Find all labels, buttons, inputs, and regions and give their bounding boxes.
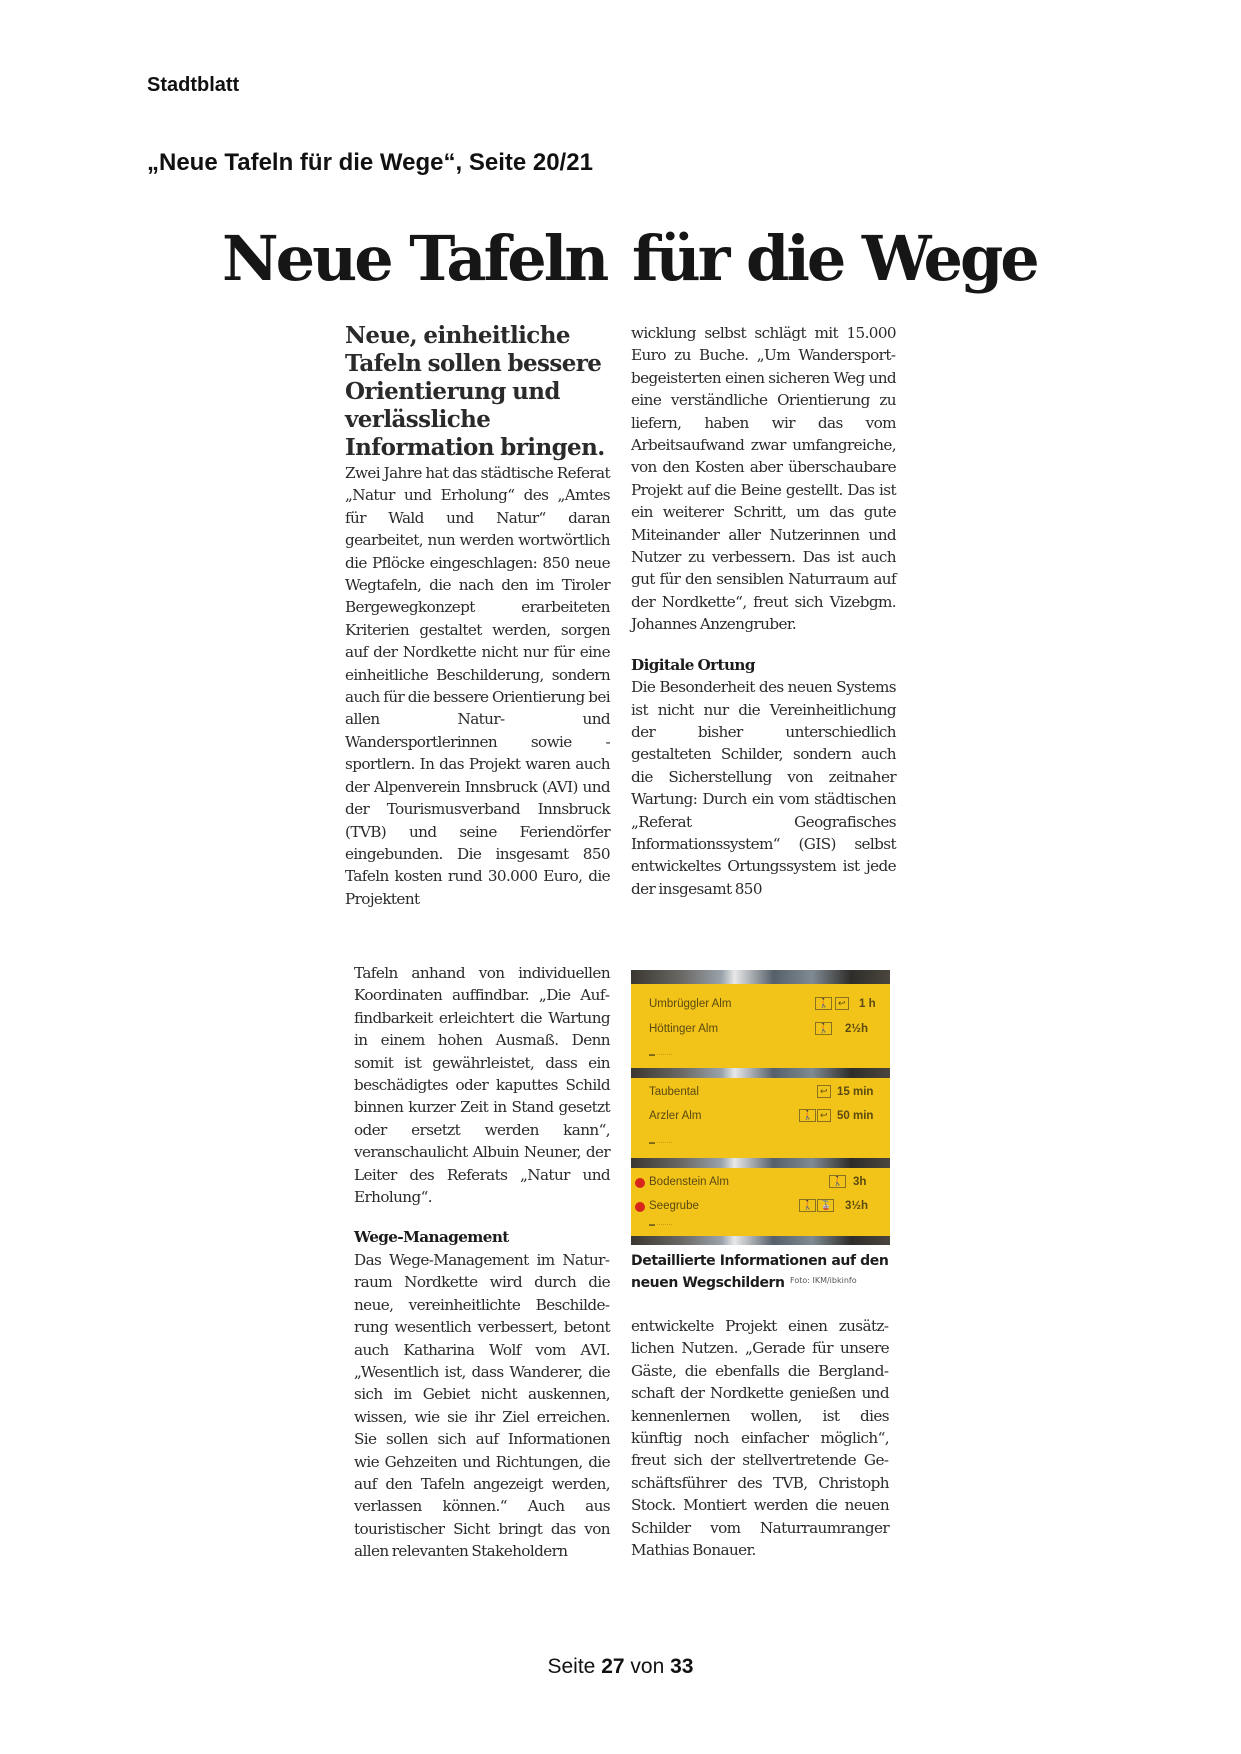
sign-destination: Arzler Alm <box>649 1110 702 1122</box>
red-dot-marker <box>635 1202 645 1212</box>
article-reference: „Neue Tafeln für die Wege“, Seite 20/21 <box>147 149 593 176</box>
photo-credit: Foto: IKM/ibkinfo <box>790 1276 857 1285</box>
article-column-2 <box>631 322 896 900</box>
photo-background-strip <box>631 970 890 984</box>
photo-background-strip <box>631 1068 890 1078</box>
article-column-3 <box>354 962 610 1563</box>
body-text: Tafeln anhand von individuellen Koordinaten auffindbar. „Die Auffindbarkeit erleichtert die Wartung in einem hohen Ausmaß. Denn somit ist gewährleistet, dass ein beschädigtes oder kaputtes Schild binnen kurzer Zeit in Stand gesetzt oder ersetzt werden kann“, veranschaulicht Albuin Neuner, der Leiter des Referats „Natur und Erholung“. <box>354 964 610 1207</box>
hiker-icon: 🚶 <box>815 1022 832 1035</box>
current-page-number: 27 <box>601 1655 625 1678</box>
hiker-icon: 🚶 <box>815 997 832 1010</box>
sign-time: 50 min <box>837 1110 874 1122</box>
sign-destination: Taubental <box>649 1086 699 1098</box>
cable-car-icon: 🚡 <box>817 1199 834 1212</box>
signpost-photo <box>631 970 890 1245</box>
footer-prefix: Seite <box>547 1655 596 1678</box>
headline-part-1: Neue Tafeln <box>222 222 607 295</box>
sign-destination: Umbrüggler Alm <box>649 998 732 1010</box>
photo-caption: Detaillierte Informationen auf den neuen Wegschildern <box>631 1253 889 1291</box>
sign-destination: Höttinger Alm <box>649 1023 719 1035</box>
sign-time: 2½h <box>845 1023 869 1035</box>
hiker-icon: 🚶 <box>829 1175 846 1188</box>
subheading-digitale-ortung: Digitale Ortung <box>631 655 755 674</box>
sign-web-mark: ▬ ········ <box>649 1140 673 1146</box>
hiker-icon: 🚶 <box>799 1109 816 1122</box>
sign-time: 15 min <box>837 1086 874 1098</box>
sign-time: 1 h <box>859 998 876 1010</box>
body-text: entwickelte Projekt einen zusätzlichen Nutzen. „Gerade für unsere Gäste, die ebenfalls die Berglandschaft der Nordkette genießen und kennenlernen wollen, ist dies künftig noch einfacher möglich“, freut sich der stellvertretende Geschäftsführer des TVB, Christoph Stock. Montiert werden die neuen Schilder vom Naturraumranger Mathias Bonauer. <box>631 1317 889 1560</box>
photo-background-strip <box>631 1158 890 1168</box>
total-page-count: 33 <box>670 1655 694 1678</box>
trail-sign <box>631 1168 890 1236</box>
publication-source: Stadtblatt <box>147 74 240 96</box>
body-text: Zwei Jahre hat das städtische Referat „Natur und Erholung“ des „Amtes für Wald und Natur“ daran gearbeitet, nun werden wortwörtlich die Pflöcke eingeschlagen: 850 neue Wegtafeln, die nach den im Tiroler Bergewegkonzept erarbeiteten Kriterien gestaltet werden, sorgen auf der Nordkette nicht nur für eine einheitliche Beschilderung, sondern auch für die bessere Orientierung bei allen Natur- und Wandersportlerinnen sowie -sportlern. In das Projekt waren auch der Alpenverein Innsbruck (AVI) und der Tourismusverband Innsbruck (TVB) und seine Feriendörfer eingebunden. Die insgesamt 850 Tafeln kosten rund 30.000 Euro, die Projektent <box>345 464 610 908</box>
article-column-4 <box>631 1315 889 1561</box>
red-dot-marker <box>635 1178 645 1188</box>
trail-sign <box>631 984 890 1068</box>
return-icon: ↩ <box>835 997 849 1010</box>
body-text: wicklung selbst schlägt mit 15.000 Euro zu Buche. „Um Wandersportbegeisterten einen sicheren Weg und eine verständliche Orientierung zu liefern, haben wir das vom Arbeitsaufwand zwar umfangreiche, von den Kosten aber überschaubare Projekt auf die Beine gestellt. Das ist ein weiterer Schritt, um das gute Miteinander aller Nutzerinnen und Nutzer zu verbessern. Das ist auch gut für den sensiblen Naturraum auf der Nordkette“, freut sich Vizebgm. Johannes Anzengruber. <box>631 324 896 634</box>
article-lead: Neue, einheitliche Tafeln sollen bessere Orientierung und verlässliche Information bringen. <box>345 322 605 461</box>
article-headline <box>222 222 1037 302</box>
footer-middle: von <box>630 1655 665 1678</box>
return-icon: ↩ <box>817 1085 831 1098</box>
headline-part-2: für die Wege <box>632 222 1037 295</box>
sign-web-mark: ▬ ········ <box>649 1052 673 1058</box>
sign-destination: Bodenstein Alm <box>649 1176 729 1188</box>
photo-background-strip <box>631 1236 890 1245</box>
subheading-wege-management: Wege-Management <box>354 1228 509 1247</box>
sign-destination: Seegrube <box>649 1200 699 1212</box>
body-text: Die Besonderheit des neuen Systems ist nicht nur die Vereinheitlichung der bisher unterschiedlich gestalteten Schilder, sondern auch die Sicherstellung von zeitnaher Wartung: Durch ein vom städtischen „Referat Geografisches Informationssystem“ (GIS) selbst entwickeltes Ortungssystem ist jede der insgesamt 850 <box>631 678 896 898</box>
return-icon: ↩ <box>817 1109 831 1122</box>
sign-time: 3½h <box>845 1200 869 1212</box>
sign-web-mark: ▬ ········ <box>649 1222 673 1228</box>
body-text: Das Wege-Management im Naturraum Nordkette wird durch die neue, vereinheitlichte Beschilderung wesentlich verbessert, betont auch Katharina Wolf vom AVI. „Wesentlich ist, dass Wanderer, die sich im Gebiet nicht auskennen, wissen, wie sie ihr Ziel erreichen. Sie sollen sich auf Informationen wie Gehzeiten und Richtungen, die auf den Tafeln angezeigt werden, verlassen können.“ Auch aus touristischer Sicht bringt das von allen relevanten Stakeholdern <box>354 1250 610 1561</box>
hiker-icon: 🚶 <box>799 1199 816 1212</box>
article-column-1 <box>345 322 610 910</box>
trail-sign <box>631 1078 890 1158</box>
page-footer <box>0 1655 1241 1679</box>
sign-time: 3h <box>853 1176 867 1188</box>
